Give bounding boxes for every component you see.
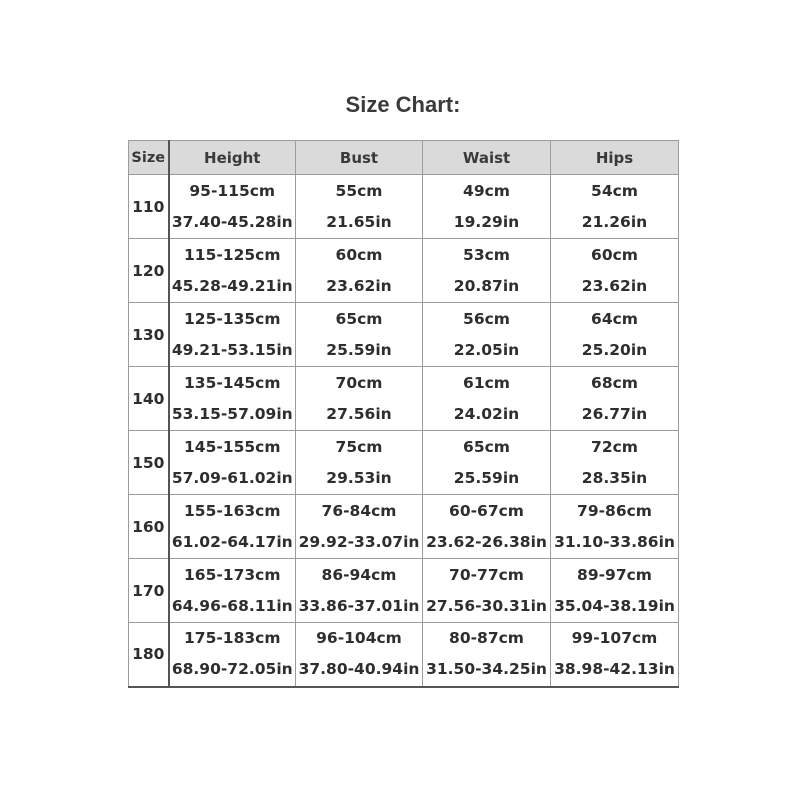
height-in: 57.09-61.02in xyxy=(171,468,293,487)
hips-in: 28.35in xyxy=(581,468,648,487)
hips-cm: 79-86cm xyxy=(577,501,652,520)
waist-in: 20.87in xyxy=(453,276,520,295)
height-cm: 115-125cm xyxy=(184,245,281,264)
hips-cm: 89-97cm xyxy=(577,565,652,584)
header-row xyxy=(129,141,679,175)
size-cell: 130 xyxy=(129,303,169,367)
hips-in: 21.26in xyxy=(581,212,648,231)
column-header-hips: Hips xyxy=(551,141,679,175)
bust-in: 33.86-37.01in xyxy=(298,596,420,615)
bust-cm: 76-84cm xyxy=(321,501,397,520)
bust-cell xyxy=(296,239,423,303)
height-cm: 145-155cm xyxy=(184,437,281,456)
waist-cell xyxy=(423,175,551,239)
waist-cm: 61cm xyxy=(463,373,510,392)
waist-in: 24.02in xyxy=(453,404,520,423)
waist-cm: 65cm xyxy=(463,437,510,456)
height-cell xyxy=(169,367,296,431)
waist-cell xyxy=(423,559,551,623)
bust-in: 27.56in xyxy=(326,404,392,423)
waist-cell xyxy=(423,239,551,303)
column-header-waist: Waist xyxy=(423,141,551,175)
hips-cm: 64cm xyxy=(591,309,638,328)
height-cm: 125-135cm xyxy=(184,309,281,328)
hips-in: 23.62in xyxy=(581,276,648,295)
waist-in: 22.05in xyxy=(453,340,520,359)
bust-cm: 96-104cm xyxy=(316,629,402,648)
height-cm: 155-163cm xyxy=(184,501,281,520)
bust-in: 29.53in xyxy=(326,468,392,487)
hips-cm: 99-107cm xyxy=(571,629,658,648)
waist-cell xyxy=(423,431,551,495)
height-in: 37.40-45.28in xyxy=(171,212,293,231)
height-cell xyxy=(169,175,296,239)
waist-cm: 80-87cm xyxy=(449,629,524,648)
table-row xyxy=(129,623,679,687)
waist-cm: 60-67cm xyxy=(449,501,524,520)
bust-cell xyxy=(296,367,423,431)
bust-cell xyxy=(296,559,423,623)
hips-in: 25.20in xyxy=(581,340,648,359)
bust-in: 23.62in xyxy=(326,276,392,295)
hips-cell xyxy=(551,431,679,495)
size-cell: 150 xyxy=(129,431,169,495)
bust-in: 29.92-33.07in xyxy=(298,532,420,551)
waist-in: 25.59in xyxy=(453,468,520,487)
hips-in: 31.10-33.86in xyxy=(554,532,675,551)
size-cell: 170 xyxy=(129,559,169,623)
height-cell xyxy=(169,239,296,303)
bust-cm: 60cm xyxy=(335,245,383,264)
height-cell xyxy=(169,431,296,495)
height-cm: 95-115cm xyxy=(189,181,276,200)
height-cell xyxy=(169,559,296,623)
hips-cell xyxy=(551,175,679,239)
bust-in: 25.59in xyxy=(326,340,392,359)
size-cell: 140 xyxy=(129,367,169,431)
table-row xyxy=(129,175,679,239)
table-row xyxy=(129,239,679,303)
hips-cm: 72cm xyxy=(591,437,638,456)
waist-in: 31.50-34.25in xyxy=(426,660,547,679)
height-in: 68.90-72.05in xyxy=(171,660,293,679)
bust-in: 37.80-40.94in xyxy=(298,660,420,679)
bust-cm: 70cm xyxy=(335,373,383,392)
bust-cm: 65cm xyxy=(335,309,383,328)
bust-cell xyxy=(296,623,423,687)
size-chart-title: Size Chart: xyxy=(345,92,461,117)
column-header-bust: Bust xyxy=(296,141,423,175)
hips-in: 26.77in xyxy=(581,404,648,423)
hips-cell xyxy=(551,623,679,687)
hips-cm: 60cm xyxy=(591,245,638,264)
height-cm: 175-183cm xyxy=(184,629,281,648)
hips-in: 38.98-42.13in xyxy=(554,660,675,679)
hips-cell xyxy=(551,303,679,367)
size-chart-table xyxy=(128,140,679,688)
hips-cell xyxy=(551,367,679,431)
bust-cell xyxy=(296,495,423,559)
height-cell xyxy=(169,623,296,687)
column-header-size: Size xyxy=(129,141,169,175)
waist-cell xyxy=(423,367,551,431)
hips-cm: 54cm xyxy=(591,181,638,200)
height-cm: 165-173cm xyxy=(184,565,281,584)
height-cell xyxy=(169,303,296,367)
height-cm: 135-145cm xyxy=(184,373,281,392)
table-row xyxy=(129,367,679,431)
table-row xyxy=(129,495,679,559)
waist-cell xyxy=(423,623,551,687)
height-in: 61.02-64.17in xyxy=(171,532,293,551)
height-in: 49.21-53.15in xyxy=(171,340,293,359)
hips-cm: 68cm xyxy=(591,373,638,392)
hips-cell xyxy=(551,495,679,559)
height-cell xyxy=(169,495,296,559)
size-cell: 120 xyxy=(129,239,169,303)
waist-cm: 70-77cm xyxy=(449,565,524,584)
hips-in: 35.04-38.19in xyxy=(554,596,675,615)
height-in: 64.96-68.11in xyxy=(171,596,293,615)
size-cell: 110 xyxy=(129,175,169,239)
waist-cm: 53cm xyxy=(463,245,510,264)
waist-in: 19.29in xyxy=(453,212,520,231)
bust-in: 21.65in xyxy=(326,212,392,231)
waist-cm: 49cm xyxy=(463,181,510,200)
bust-cell xyxy=(296,303,423,367)
waist-in: 27.56-30.31in xyxy=(426,596,547,615)
height-in: 45.28-49.21in xyxy=(171,276,293,295)
waist-cell xyxy=(423,495,551,559)
height-in: 53.15-57.09in xyxy=(171,404,293,423)
waist-cm: 56cm xyxy=(463,309,510,328)
hips-cell xyxy=(551,559,679,623)
table-row xyxy=(129,559,679,623)
waist-in: 23.62-26.38in xyxy=(426,532,547,551)
bust-cm: 75cm xyxy=(335,437,383,456)
bust-cell xyxy=(296,175,423,239)
bust-cm: 55cm xyxy=(335,181,383,200)
bust-cell xyxy=(296,431,423,495)
size-cell: 160 xyxy=(129,495,169,559)
hips-cell xyxy=(551,239,679,303)
column-header-height: Height xyxy=(169,141,296,175)
waist-cell xyxy=(423,303,551,367)
table-row xyxy=(129,303,679,367)
table-row xyxy=(129,431,679,495)
size-cell: 180 xyxy=(129,623,169,687)
bust-cm: 86-94cm xyxy=(321,565,397,584)
